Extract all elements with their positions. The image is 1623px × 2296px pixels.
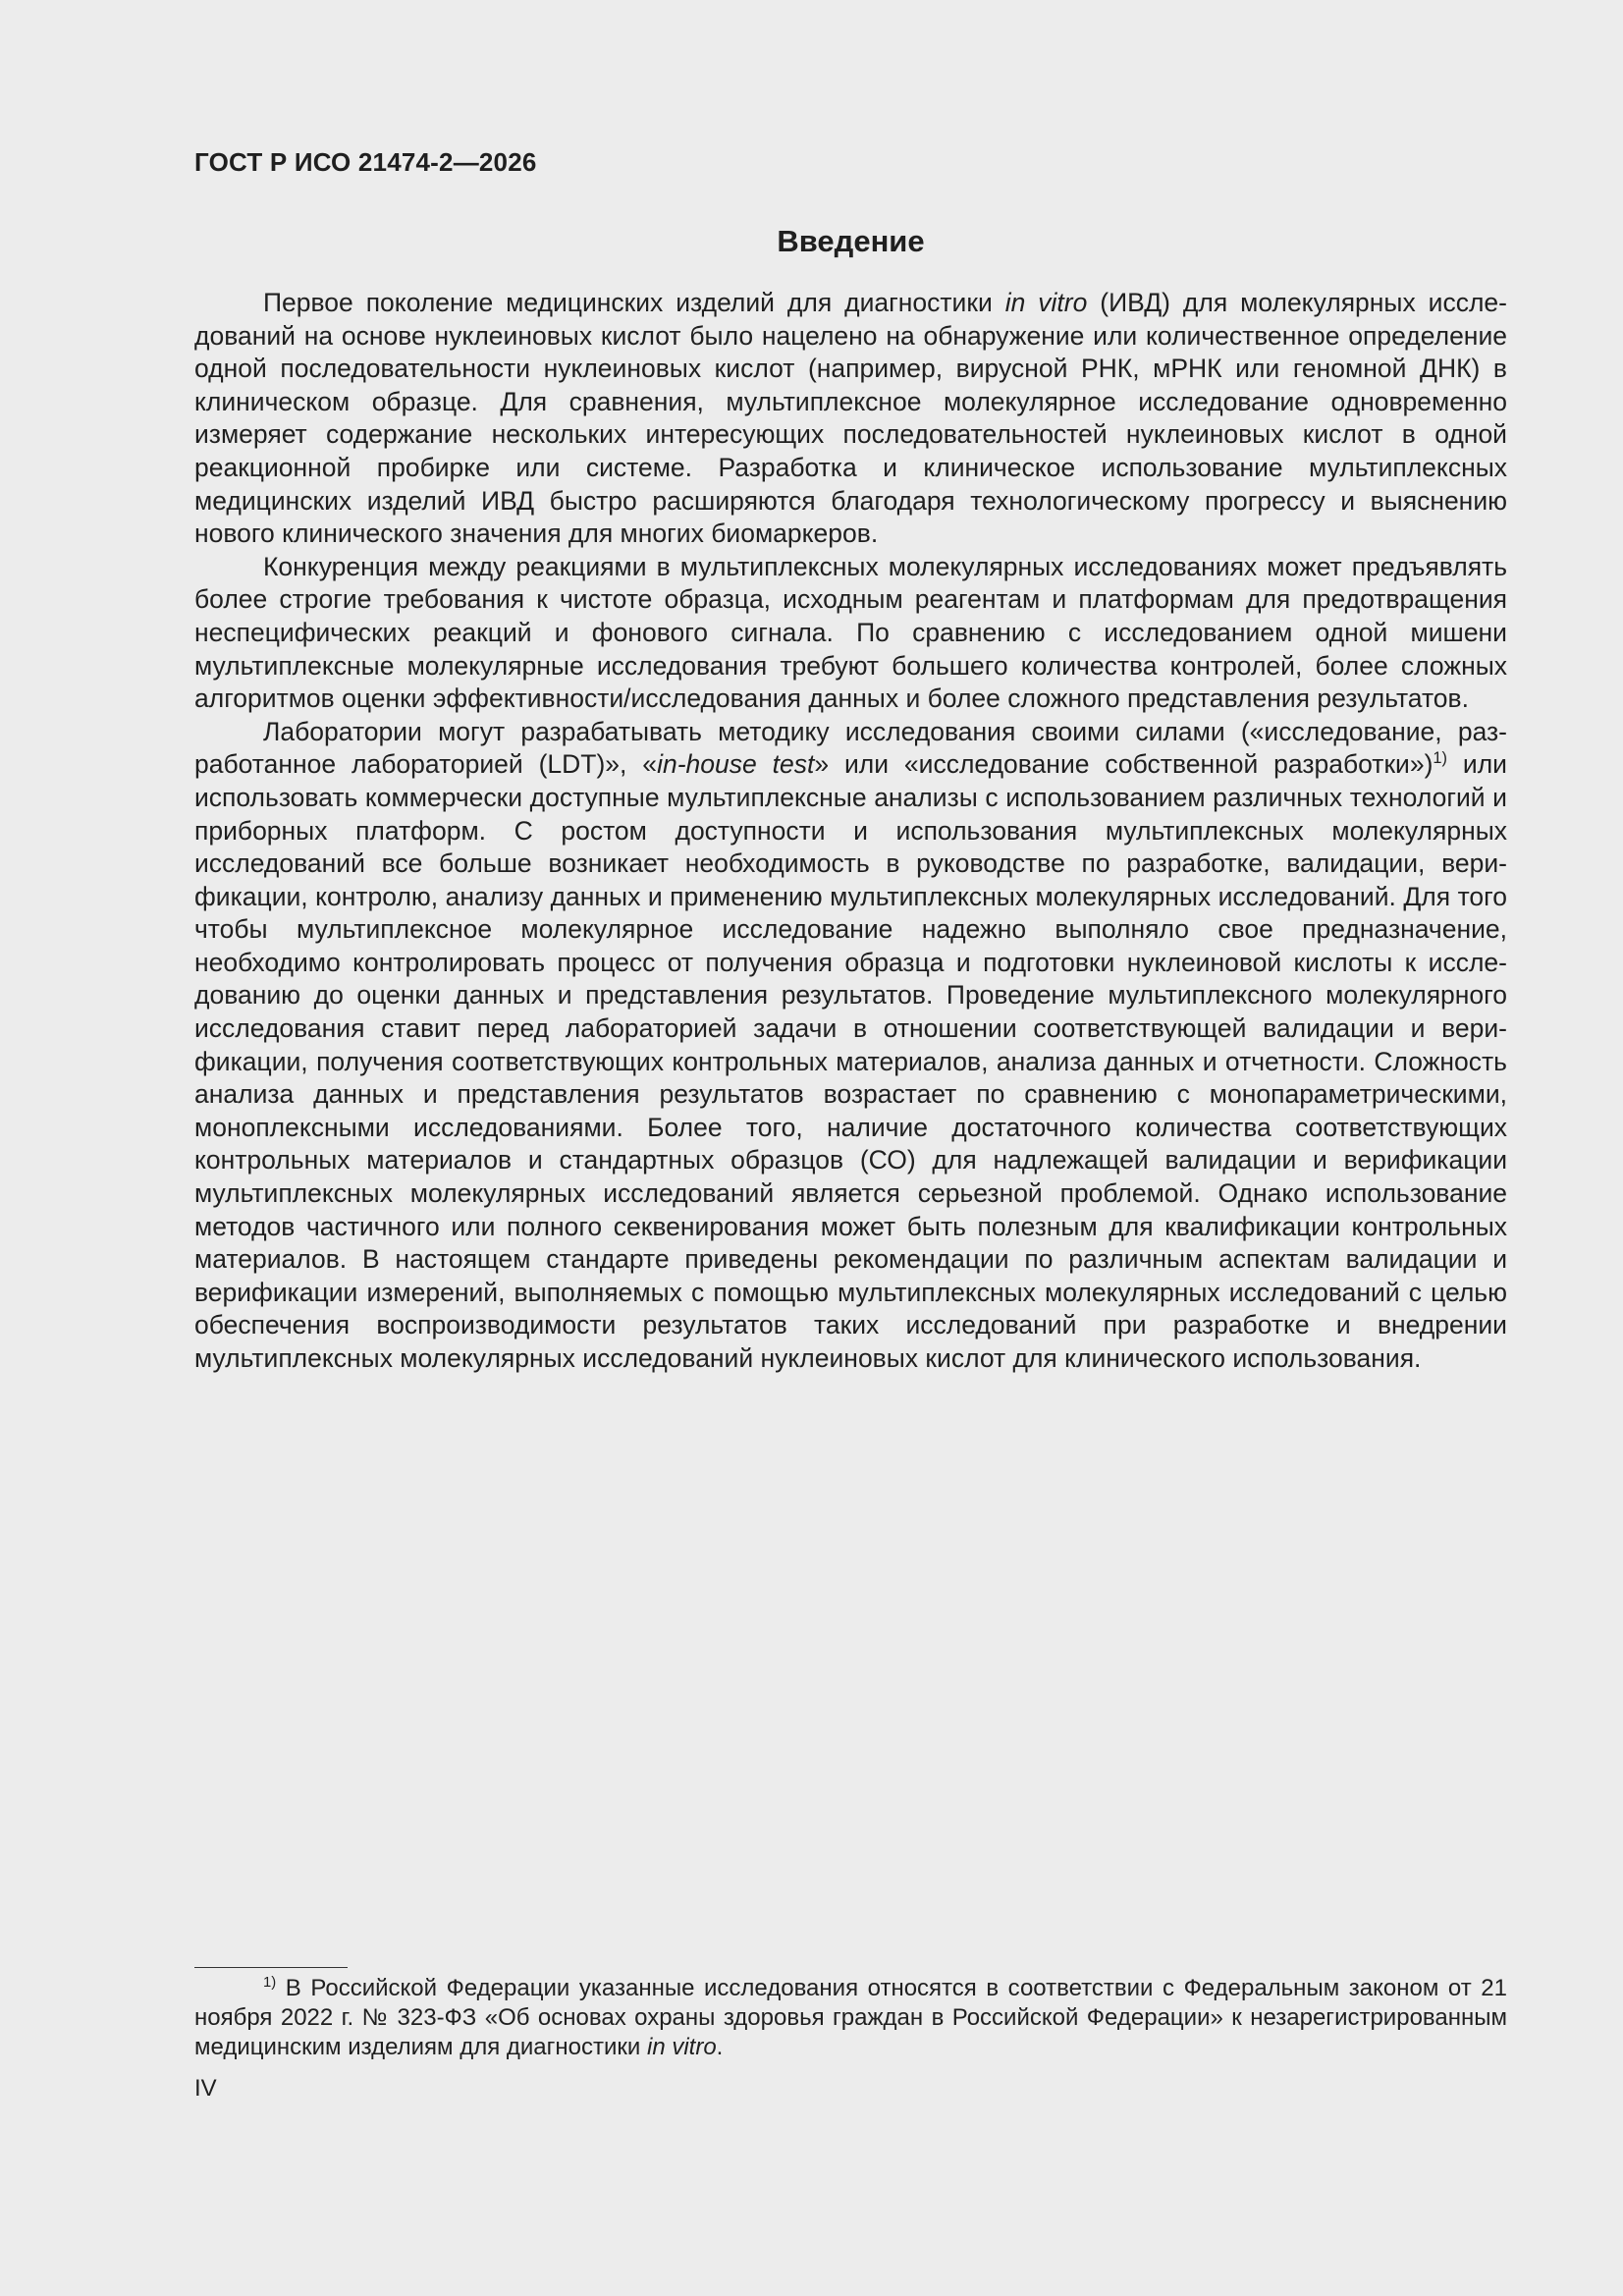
- footnote-reference[interactable]: 1): [1433, 749, 1448, 768]
- paragraph-3-part-b: » или «исследование собственной разработки»): [814, 749, 1434, 780]
- footnote: [194, 1974, 1507, 2062]
- paragraph-1: [194, 287, 1507, 551]
- paragraph-3-italic: in-house test: [657, 749, 815, 780]
- footnote-part-b: .: [716, 2034, 724, 2060]
- paragraph-1-part-a: Первое поколение медицинских изделий для диагностики: [263, 288, 1005, 317]
- paragraph-3: [194, 716, 1507, 1376]
- document-header: ГОСТ Р ИСО 21474-2—2026: [194, 147, 537, 177]
- footnote-part-a: В Российской Федерации указанные исследования относятся в соответствии с Федеральным законом от 21 ноября 2022 г. № 323-ФЗ «Об основах охраны здоровья граждан в Российской Федерации» к незарегистрированным медицинским изделиям для диагностики: [194, 1975, 1507, 2060]
- footnote-divider: [194, 1967, 348, 1968]
- paragraph-3-part-a: Лаборатории могут разрабатывать методику исследования своими силами («исследование, разработанное лабораторией (LDT)», «: [194, 716, 1507, 780]
- footnote-italic: in vitro: [646, 2034, 717, 2060]
- paragraph-2: Конкуренция между реакциями в мультиплексных молекулярных исследованиях может предъявлять более строгие требования к чистоте образца, исходным реагентам и платформам для предотвращения неспецифических реакций и фонового сигнала. По сравнению с исследованием одной мишени мультиплексные молекулярные исследования требуют большего количества контролей, более сложных алгоритмов оценки эффективности/исследования данных и более сложного представления результатов.: [194, 551, 1507, 714]
- section-title: Введение: [777, 224, 925, 258]
- footnote-marker: 1): [263, 1975, 277, 1991]
- paragraph-1-part-b: (ИВД) для молекулярных исследований на основе нуклеиновых кислот было нацелено на обнаружение или количественное определение одной последовательности нуклеиновых кислот (например, вирусной РНК, мРНК или геномной ДНК) в клиническом образце. Для сравнения, мультиплексное молекулярное исследование одновременно измеряет содержание нескольких интересующих последовательностей нуклеиновых кислот в одной реакционной пробирке или системе. Разработка и клиническое использование мультиплексных медицинских изделий ИВД быстро расширяются благодаря технологическому прогрессу и выяснению нового клинического значения для многих биомаркеров.: [194, 288, 1507, 549]
- page-number: IV: [194, 2075, 217, 2102]
- paragraph-3-part-c: или использовать коммерчески доступные мультиплексные анализы с использованием различных технологий и приборных платформ. С ростом доступности и использования мультиплексных молекулярных исследований все больше возникает необходимость в руководстве по разработке, валидации, верификации, контролю, анализу данных и применению мультиплексных молекулярных исследований. Для того чтобы мультиплексное молекулярное исследование надежно выполняло свое предназначение, необходимо контролировать процесс от получения образца и подготовки нуклеиновой кислоты к исследованию до оценки данных и представления результатов. Проведение мультиплексного молекулярного исследования ставит перед лабораторией задачи в отношении соответствующей валидации и верификации, получения соответствующих контрольных материалов, анализа данных и отчетности. Сложность анализа данных и представления результатов возрастает по сравнению с монопараметрическими, моноплексными исследованиями. Более того, наличие достаточного количества соответствующих контрольных материалов и стандартных образцов (СО) для надлежащей валидации и верификации мультиплексных молекулярных исследований является серьезной проблемой. Однако использование методов частичного или полного секвенирования может быть полезным для квалификации контрольных материалов. В настоящем стандарте приведены рекомендации по различным аспектам валидации и верификации измерений, выполняемых с помощью мультиплексных молекулярных исследований с целью обеспечения воспроизводимости результатов таких исследований при разработке и внедрении мультиплексных молекулярных исследований нуклеиновых кислот для клинического использования.: [194, 749, 1507, 1373]
- body-text: [194, 287, 1507, 1376]
- paragraph-1-italic: in vitro: [1004, 288, 1088, 317]
